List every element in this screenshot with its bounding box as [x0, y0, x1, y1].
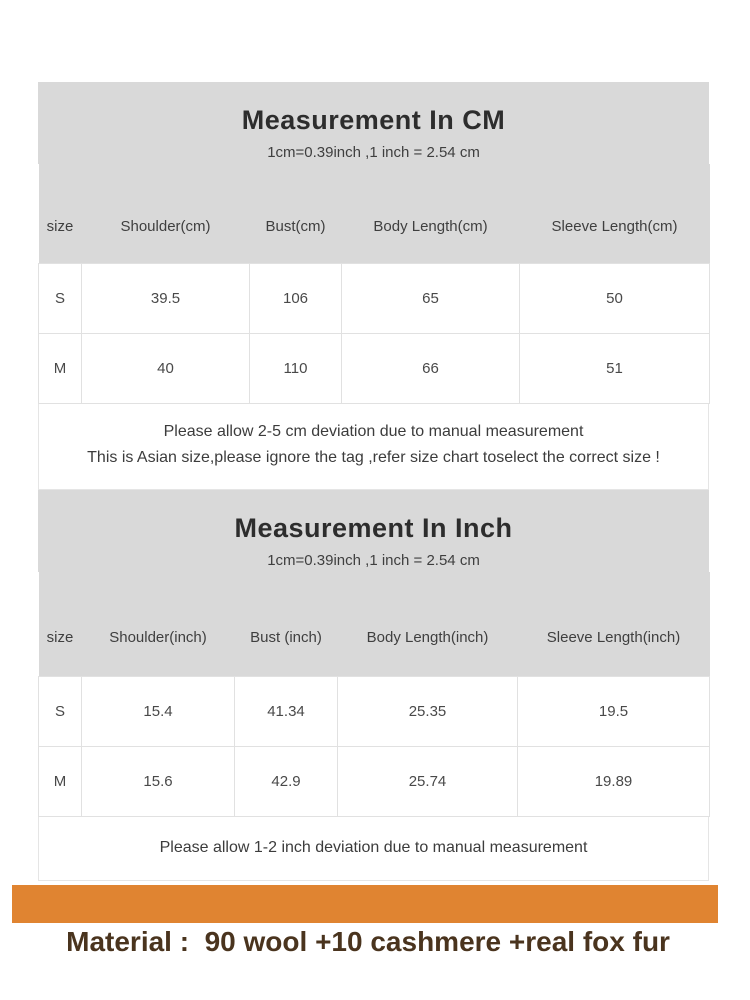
cm-column-header-body-length: Body Length(cm)	[342, 164, 520, 264]
inch-header-row	[39, 572, 710, 677]
cm-size-cell: M	[39, 334, 82, 404]
cm-value-cell: 65	[342, 264, 520, 334]
size-chart-content	[38, 82, 709, 881]
inch-column-header-body-length: Body Length(inch)	[338, 572, 518, 677]
cm-column-header-shoulder: Shoulder(cm)	[82, 164, 250, 264]
cm-note-line-1: Please allow 2-5 cm deviation due to manual measurement	[163, 423, 584, 440]
cm-section	[38, 82, 709, 490]
inch-value-cell: 41.34	[235, 677, 338, 747]
inch-header	[38, 490, 709, 572]
cm-column-header-bust: Bust(cm)	[250, 164, 342, 264]
cm-table-row-s	[39, 264, 710, 334]
inch-size-cell: S	[39, 677, 82, 747]
cm-value-cell: 50	[520, 264, 710, 334]
inch-value-cell: 25.74	[338, 747, 518, 817]
inch-measurement-table	[38, 572, 710, 817]
cm-column-header-size: size	[39, 164, 82, 264]
cm-value-cell: 110	[250, 334, 342, 404]
inch-value-cell: 15.6	[82, 747, 235, 817]
material-banner-text: Material : 90 wool +10 cashmere +real fox fur	[66, 926, 670, 957]
cm-value-cell: 66	[342, 334, 520, 404]
inch-value-cell: 19.5	[518, 677, 710, 747]
inch-section	[38, 490, 709, 881]
inch-notes	[38, 817, 709, 881]
cm-column-header-sleeve-length: Sleeve Length(cm)	[520, 164, 710, 264]
cm-value-cell: 39.5	[82, 264, 250, 334]
inch-subtitle: 1cm=0.39inch ,1 inch = 2.54 cm	[267, 552, 480, 569]
cm-title: Measurement In CM	[241, 105, 506, 135]
cm-size-cell: S	[39, 264, 82, 334]
cm-value-cell: 40	[82, 334, 250, 404]
inch-value-cell: 19.89	[518, 747, 710, 817]
cm-header	[38, 82, 709, 164]
material-banner	[12, 885, 718, 957]
cm-measurement-table	[38, 164, 710, 404]
inch-size-cell: M	[39, 747, 82, 817]
cm-subtitle: 1cm=0.39inch ,1 inch = 2.54 cm	[267, 144, 480, 161]
inch-table-row-s	[39, 677, 710, 747]
inch-column-header-shoulder: Shoulder(inch)	[82, 572, 235, 677]
inch-note-line-1: Please allow 1-2 inch deviation due to manual measurement	[159, 839, 588, 856]
cm-value-cell: 51	[520, 334, 710, 404]
inch-title: Measurement In Inch	[234, 513, 513, 543]
cm-note-line-2: This is Asian size,please ignore the tag ,refer size chart toselect the correct size !	[87, 449, 660, 466]
inch-column-header-bust: Bust (inch)	[235, 572, 338, 677]
inch-column-header-size: size	[39, 572, 82, 677]
inch-value-cell: 42.9	[235, 747, 338, 817]
inch-column-header-sleeve-length: Sleeve Length(inch)	[518, 572, 710, 677]
inch-table-row-m	[39, 747, 710, 817]
cm-header-row	[39, 164, 710, 264]
cm-notes	[38, 404, 709, 490]
inch-value-cell: 15.4	[82, 677, 235, 747]
cm-table-row-m	[39, 334, 710, 404]
cm-value-cell: 106	[250, 264, 342, 334]
inch-value-cell: 25.35	[338, 677, 518, 747]
